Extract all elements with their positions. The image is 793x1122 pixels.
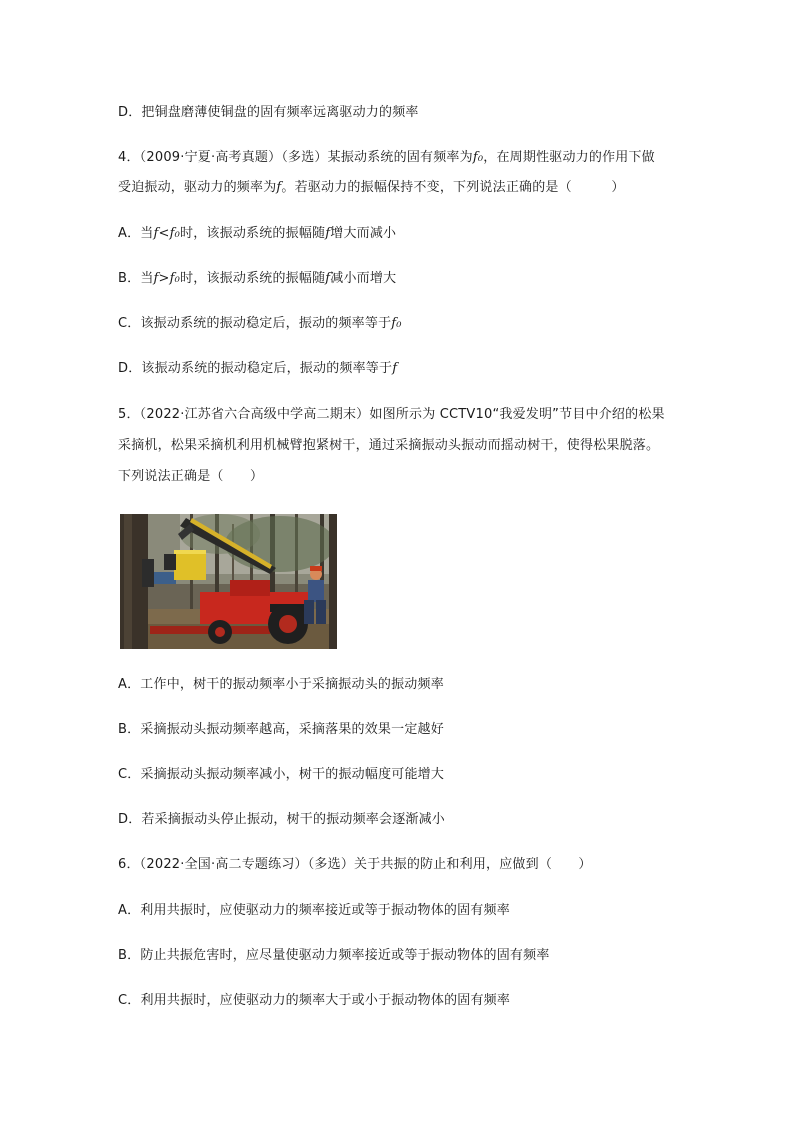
math-symbol: f xyxy=(392,361,398,376)
q4-stem-text: ，在周期性驱动力的作用下做 xyxy=(483,150,655,165)
math-symbol: f₀ xyxy=(391,316,402,331)
q4-stem-line1 xyxy=(118,148,655,168)
pinecone-harvester-photo xyxy=(120,514,337,649)
q6-option-c: C．利用共振时，应使驱动力的频率大于或小于振动物体的固有频率 xyxy=(118,993,511,1008)
q5-option-d: D．若采摘振动头停止振动，树干的振动频率会逐渐减小 xyxy=(118,812,446,827)
math-symbol: f xyxy=(325,271,331,286)
q5-stem-line2: 采摘机，松果采摘机利用机械臂抱紧树干，通过采摘振动头振动而摇动树干，使得松果脱落。 xyxy=(118,438,660,453)
q5-stem-line1: 5．（2022·江苏省六合高级中学高二期末）如图所示为 CCTV10“我爱发明”节目中介绍的松果 xyxy=(118,407,665,422)
q4-stem-text: 受迫振动，驱动力的频率为 xyxy=(118,180,277,195)
q5-stem-line3: 下列说法正确是（ ） xyxy=(118,469,264,484)
q4-option-b xyxy=(118,269,396,289)
q5-option-c: C．采摘振动头振动频率减小，树干的振动幅度可能增大 xyxy=(118,767,445,782)
q5-option-a: A．工作中，树干的振动频率小于采摘振动头的振动频率 xyxy=(118,677,444,692)
q4-stem-line2 xyxy=(118,178,625,198)
math-symbol: f xyxy=(325,226,331,241)
option-text: 减小而增大 xyxy=(330,271,397,286)
option-text: 时，该振动系统的振幅随 xyxy=(180,271,326,286)
math-symbol: f<f₀ xyxy=(153,226,181,241)
option-text: B．当 xyxy=(118,271,154,286)
option-text: 增大而减小 xyxy=(330,226,397,241)
option-text: 时，该振动系统的振幅随 xyxy=(180,226,326,241)
math-symbol: f xyxy=(276,180,282,195)
math-symbol: f₀ xyxy=(472,150,484,165)
option-text: C．该振动系统的振动稳定后，振动的频率等于 xyxy=(118,316,392,331)
option-text: A．当 xyxy=(118,226,154,241)
q4-option-d xyxy=(118,359,397,379)
q4-option-a xyxy=(118,224,396,244)
q4-stem-text: 4．（2009·宁夏·高考真题）（多选）某振动系统的固有频率为 xyxy=(118,150,473,165)
q6-option-a: A．利用共振时，应使驱动力的频率接近或等于振动物体的固有频率 xyxy=(118,903,510,918)
math-symbol: f>f₀ xyxy=(153,271,181,286)
q3-option-d: D．把铜盘磨薄使铜盘的固有频率远离驱动力的频率 xyxy=(118,105,419,120)
q5-option-b: B．采摘振动头振动频率越高，采摘落果的效果一定越好 xyxy=(118,722,444,737)
q4-stem-text: 。若驱动力的振幅保持不变，下列说法正确的是（ ） xyxy=(281,180,625,195)
option-text: D．该振动系统的振动稳定后，振动的频率等于 xyxy=(118,361,393,376)
q6-stem: 6．（2022·全国·高二专题练习）（多选）关于共振的防止和利用，应做到（ ） xyxy=(118,857,592,872)
q6-option-b: B．防止共振危害时，应尽量使驱动力频率接近或等于振动物体的固有频率 xyxy=(118,948,550,963)
q4-option-c xyxy=(118,314,402,334)
